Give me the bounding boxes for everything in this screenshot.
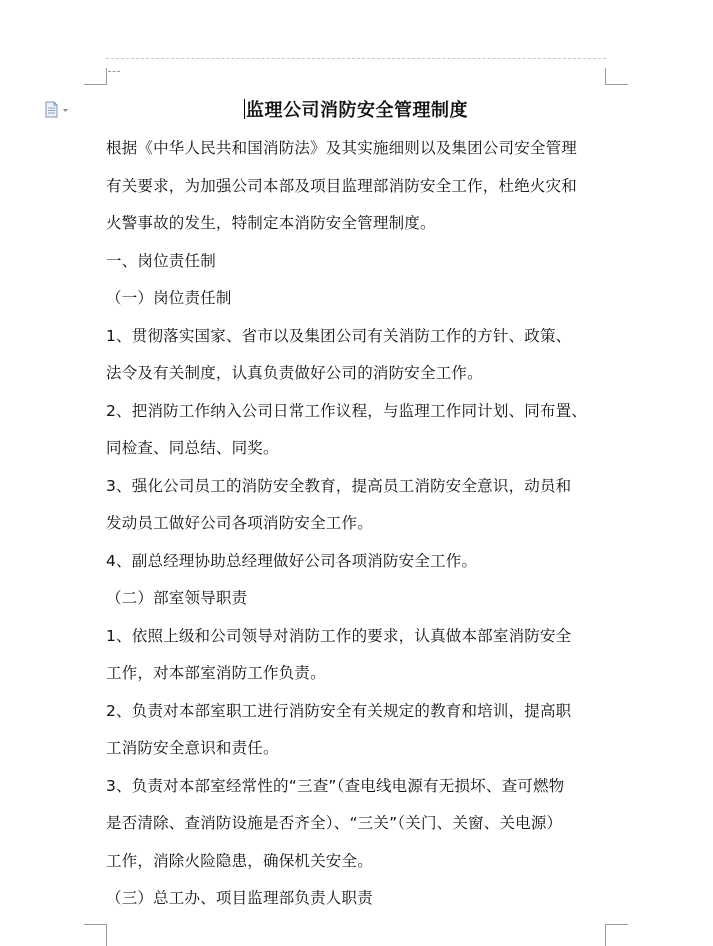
body-line-7: 法令及有关制度，认真负责做好公司的消防安全工作。 bbox=[106, 364, 483, 382]
body-line-6: 1、贯彻落实国家、省市以及集团公司有关消防工作的方针、政策、 bbox=[106, 326, 572, 345]
document-body[interactable] bbox=[106, 130, 616, 918]
crop-mark-bottom-left bbox=[84, 924, 107, 946]
crop-mark-bottom-right bbox=[605, 924, 628, 946]
body-line-3: 火警事故的发生，特制定本消防安全管理制度。 bbox=[106, 214, 436, 232]
paragraph-nav-icon[interactable] bbox=[44, 101, 72, 119]
header-boundary-mark bbox=[108, 71, 120, 72]
body-line-17: 工消防安全意识和责任。 bbox=[106, 739, 279, 757]
subsection-heading: （三）总工办、项目监理部负责人职责 bbox=[106, 889, 373, 907]
body-line-9: 同检查、同总结、同奖。 bbox=[106, 439, 279, 457]
document-title[interactable] bbox=[106, 97, 606, 125]
body-line-10: 3、强化公司员工的消防安全教育，提高员工消防安全意识，动员和 bbox=[106, 476, 572, 495]
body-line-18: 3、负责对本部室经常性的“三查”（查电线电源有无损坏、查可燃物 bbox=[106, 776, 565, 795]
body-line-16: 2、负责对本部室职工进行消防安全有关规定的教育和培训，提高职 bbox=[106, 701, 572, 720]
chevron-down-icon bbox=[63, 109, 68, 112]
crop-mark-top-right bbox=[605, 68, 628, 85]
body-line-8: 2、把消防工作纳入公司日常工作议程，与监理工作同计划、同布置、 bbox=[106, 401, 588, 420]
crop-mark-top-left bbox=[84, 68, 107, 85]
subsection-heading: （二）部室领导职责 bbox=[106, 589, 248, 607]
body-line-20: 工作，消除火险隐患，确保机关安全。 bbox=[106, 851, 373, 870]
document-outline-icon bbox=[44, 101, 72, 119]
body-line-2: 有关要求，为加强公司本部及项目监理部消防安全工作，杜绝火灾和 bbox=[106, 176, 578, 195]
body-line-12: 4、副总经理协助总经理做好公司各项消防安全工作。 bbox=[106, 551, 478, 570]
body-line-19: 是否清除、查消防设施是否齐全）、“三关”（关门、关窗、关电源） bbox=[106, 814, 563, 832]
body-line-11: 发动员工做好公司各项消防安全工作。 bbox=[106, 514, 373, 532]
section-heading: 一、岗位责任制 bbox=[106, 251, 216, 270]
document-title-text: 监理公司消防安全管理制度 bbox=[246, 100, 468, 121]
header-boundary-line bbox=[106, 58, 606, 59]
subsection-heading: （一）岗位责任制 bbox=[106, 289, 232, 307]
body-line-15: 工作，对本部室消防工作负责。 bbox=[106, 664, 326, 682]
body-line-14: 1、依照上级和公司领导对消防工作的要求，认真做本部室消防安全 bbox=[106, 626, 572, 645]
text-cursor bbox=[244, 99, 245, 119]
body-line-1: 根据《中华人民共和国消防法》及其实施细则以及集团公司安全管理 bbox=[106, 139, 578, 157]
